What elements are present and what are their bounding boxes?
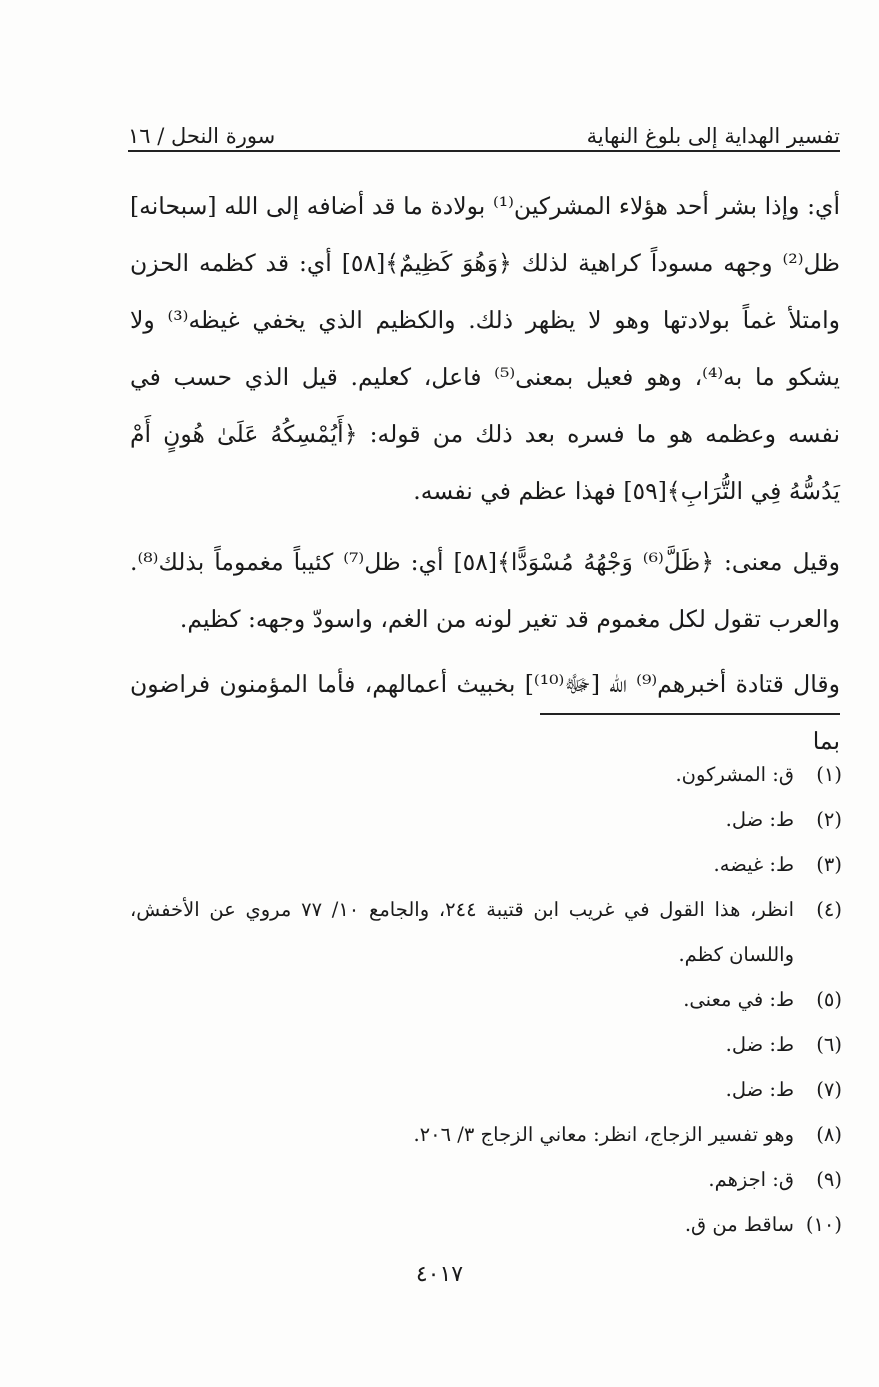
footnote-item xyxy=(130,797,842,842)
footnote-text: انظر، هذا القول في غريب ابن قتيبة ٢٤٤، والجامع ١٠/ ٧٧ مروي عن الأخفش، واللسان كظم. xyxy=(130,898,794,966)
footnote-text: ط: ضل. xyxy=(725,1078,794,1101)
footnote-number: (٩) xyxy=(816,1168,842,1191)
footnote-divider xyxy=(540,713,840,715)
footnote-text: ق: المشركون. xyxy=(675,763,794,786)
footnote-number: (٤) xyxy=(816,898,842,921)
footnote-text: ط: في معنى. xyxy=(683,988,794,1011)
footnote-item xyxy=(130,977,842,1022)
footnote-item xyxy=(130,842,842,887)
footnote-item xyxy=(130,1067,842,1112)
footnote-number: (٣) xyxy=(816,853,842,876)
surah-page-label: سورة النحل / ١٦ xyxy=(128,124,276,148)
footnote-number: (٦) xyxy=(816,1033,842,1056)
footnote-number: (٥) xyxy=(816,988,842,1011)
running-header xyxy=(128,108,840,148)
footnote-text: ط: ضل. xyxy=(725,1033,794,1056)
footnote-item xyxy=(130,1022,842,1067)
paragraph-3: وقال قتادة أخبرهم⁽⁹⁾ الله [ﷻ⁽¹⁰⁾] بخبيث أعمالهم، فأما المؤمنون فراضون بما xyxy=(130,670,840,755)
footnote-text: ط: غيضه. xyxy=(713,853,794,876)
footnote-number: (١٠) xyxy=(805,1213,842,1236)
footnote-text: وهو تفسير الزجاج، انظر: معاني الزجاج ٣/ ٢٠٦. xyxy=(413,1123,794,1146)
footnote-item xyxy=(130,752,842,797)
footnote-number: (١) xyxy=(816,763,842,786)
book-title: تفسير الهداية إلى بلوغ النهاية xyxy=(586,124,840,148)
main-text xyxy=(130,178,840,770)
header-divider xyxy=(128,150,840,152)
footnote-number: (٧) xyxy=(816,1078,842,1101)
footnote-text: ط: ضل. xyxy=(725,808,794,831)
paragraph-1: أي: وإذا بشر أحد هؤلاء المشركين⁽¹⁾ بولادة ما قد أضافه إلى الله [سبحانه] ظل⁽²⁾ وجهه مسوداً كراهية لذلك ﴿وَهُوَ كَظِيمٌ﴾[٥٨] أي: قد كظمه الحزن وامتلأ غماً بولادتها وهو لا يظهر ذلك. والكظيم الذي يخفي غيظه⁽³⁾ ولا يشكو ما به⁽⁴⁾، وهو فعيل بمعنى⁽⁵⁾ فاعل، كعليم. قيل الذي حسب في نفسه وعظمه هو ما فسره بعد ذلك من قوله: ﴿أَيُمْسِكُهُ عَلَىٰ هُونٍ أَمْ يَدُسُّهُ فِي التُّرَابِ﴾[٥٩] فهذا عظم في نفسه. xyxy=(130,192,840,505)
footnote-item xyxy=(130,1112,842,1157)
page-number: ٤٠١٧ xyxy=(415,1262,464,1287)
footnote-number: (٢) xyxy=(816,808,842,831)
footnote-text: ق: اجزهم. xyxy=(708,1168,794,1191)
footnotes-list xyxy=(130,752,842,1247)
footnote-text: ساقط من ق. xyxy=(684,1213,794,1236)
footnote-item xyxy=(130,1202,842,1247)
footnote-item xyxy=(130,1157,842,1202)
footnote-number: (٨) xyxy=(816,1123,842,1146)
footnote-item xyxy=(130,887,842,977)
paragraph-2: وقيل معنى: ﴿ظَلَّ⁽⁶⁾ وَجْهُهُ مُسْوَدًّا﴾[٥٨] أي: ظل⁽⁷⁾ كئيباً مغموماً بذلك⁽⁸⁾. والعرب تقول لكل مغموم قد تغير لونه من الغم، واسودّ وجهه: كظيم. xyxy=(130,548,840,633)
